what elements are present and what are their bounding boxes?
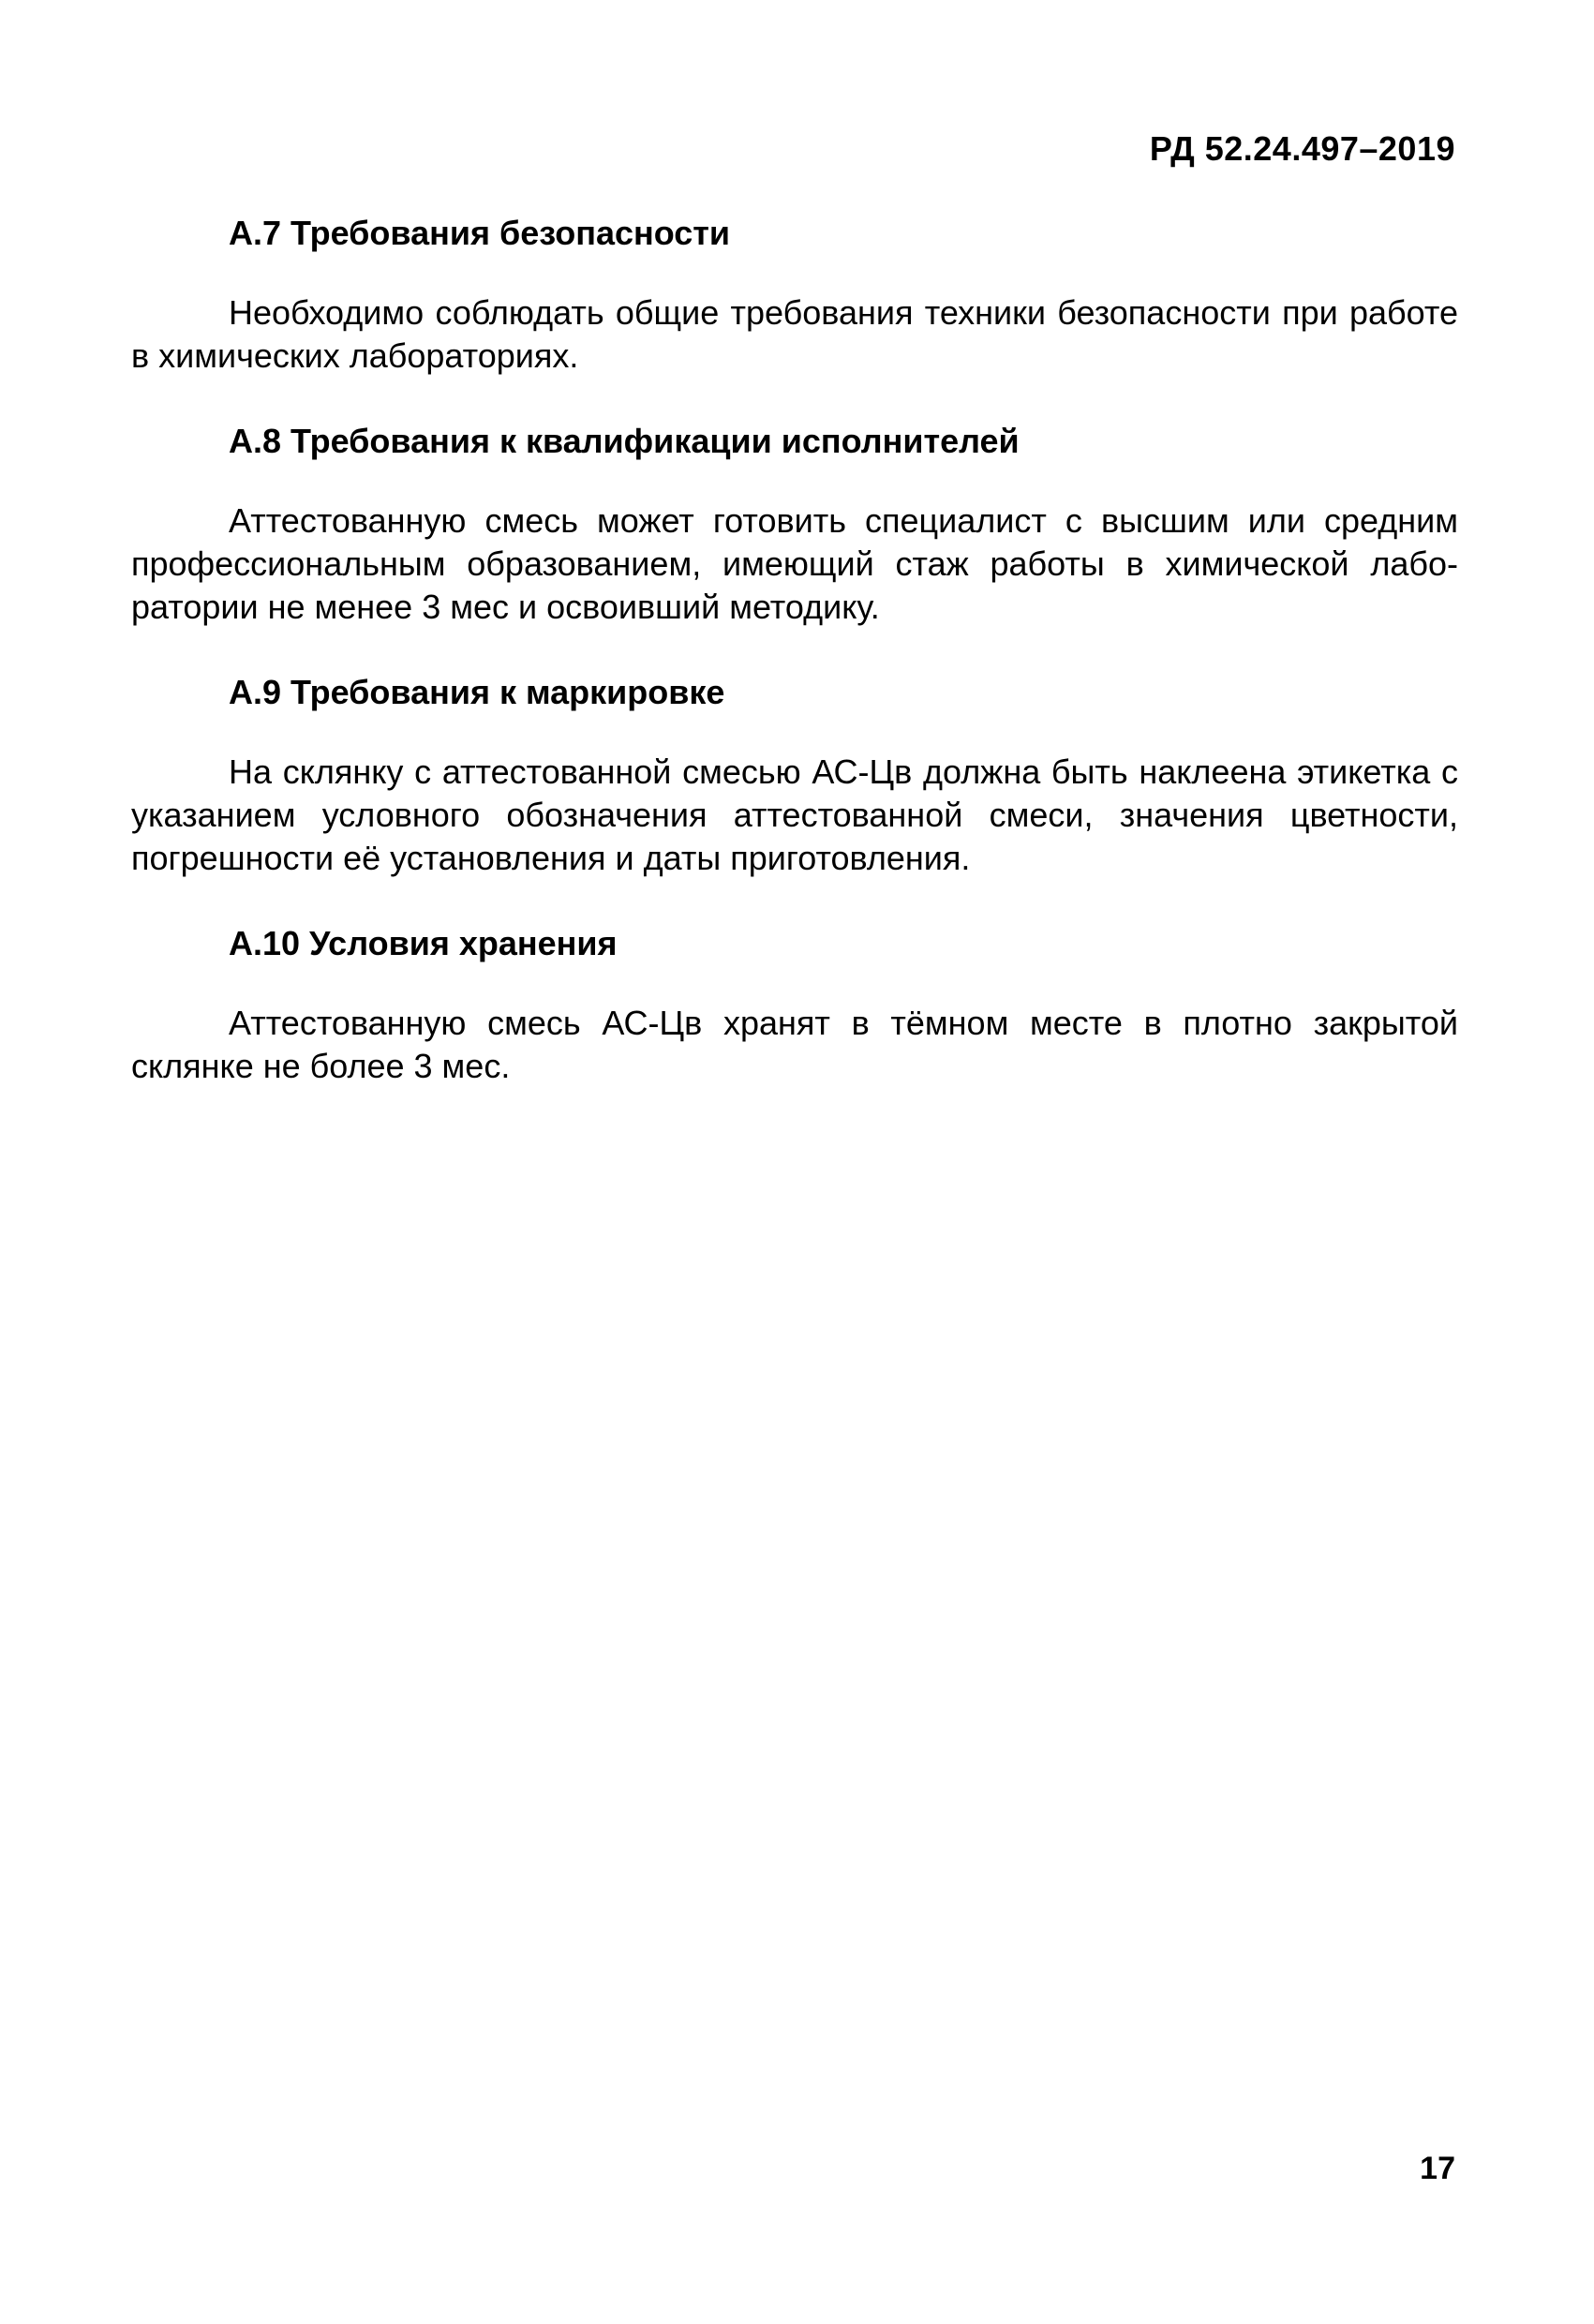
section-heading: А.10 Условия хранения xyxy=(229,924,618,962)
section-heading: А.9 Требования к маркировке xyxy=(229,673,725,711)
document-code: РД 52.24.497–2019 xyxy=(1149,129,1455,168)
page-number: 17 xyxy=(1420,2151,1455,2186)
section-paragraph: Аттестованную смесь может готовить специалист с высшим или средним профессиональным образованием, имеющий стаж работы в химической лаборатории не менее 3 мес и освоивший методику. xyxy=(131,501,1458,626)
section-storage-conditions xyxy=(131,921,1458,1088)
section-paragraph: На склянку с аттестованной смесью АС-Цв должна быть наклеена этикетка с указанием условного обозначения аттестованной смеси, значения цветности, погрешности её установления и даты приготовления. xyxy=(131,752,1458,877)
section-labeling-requirements xyxy=(131,670,1458,880)
section-safety-requirements xyxy=(131,211,1458,378)
document-body xyxy=(131,211,1458,1129)
section-paragraph: Аттестованную смесь АС-Цв хранят в тёмном месте в плотно закрытой склянке не более 3 мес. xyxy=(131,1004,1458,1085)
section-heading: А.7 Требования безопасности xyxy=(229,214,731,252)
section-heading: А.8 Требования к квалификации исполнителей xyxy=(229,422,1020,460)
section-paragraph: Необходимо соблюдать общие требования техники безопасности при работе в химических лабораториях. xyxy=(131,293,1458,375)
section-qualification-requirements xyxy=(131,419,1458,629)
